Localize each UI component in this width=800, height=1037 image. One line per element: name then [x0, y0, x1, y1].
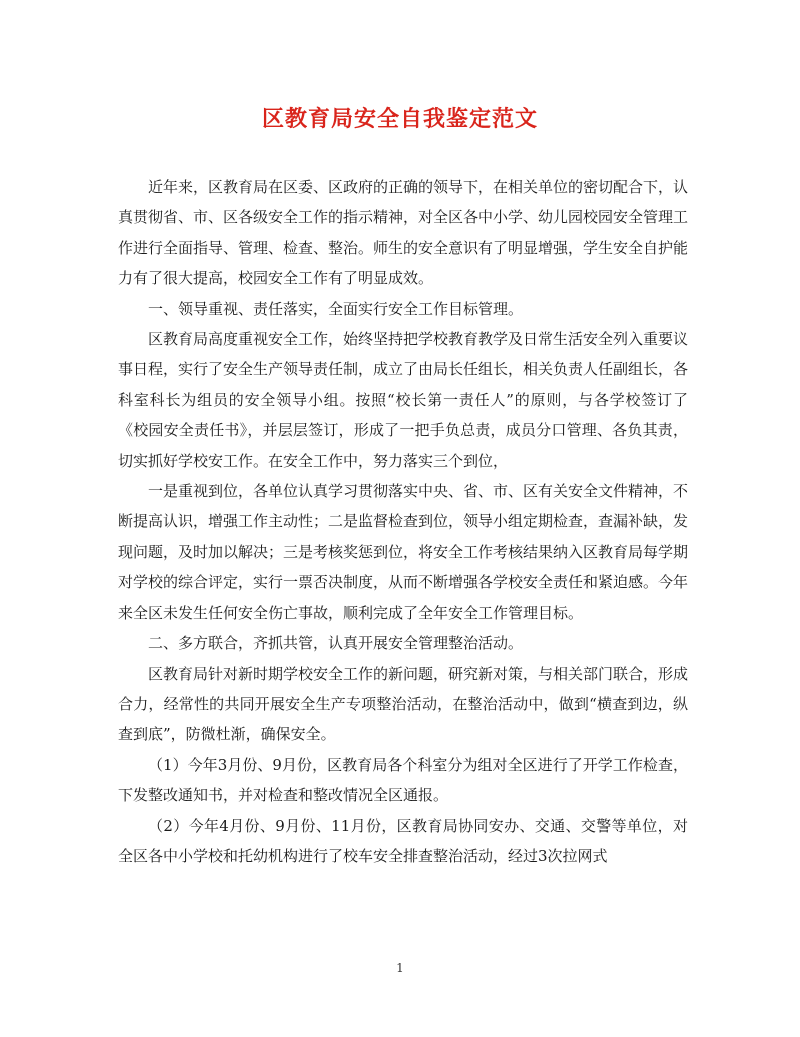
- paragraph-three-in-place: 一是重视到位，各单位认真学习贯彻落实中央、省、市、区有关安全文件精神，不断提高认识，增强工作主动性；二是监督检查到位，领导小组定期检查，查漏补缺，发现问题，及时加以解决；三是考核奖惩到位，将安全工作考核结果纳入区教育局每学期对学校的综合评定，实行一票否决制度，从而不断增强各学校安全责任和紧迫感。今年来全区未发生任何安全伤亡事故，顺利完成了全年安全工作管理目标。: [118, 482, 689, 622]
- heading-section-1: 一、领导重视、责任落实，全面实行安全工作目标管理。: [148, 299, 524, 318]
- list-item-2: （2）今年4月份、9月份、11月份，区教育局协同安办、交通、交警等单位，对全区各中小学校和托幼机构进行了校车安全排查整治活动，经过3次拉网式: [118, 816, 688, 865]
- list-item-1: （1）今年3月份、9月份，区教育局各个科室分为组对全区进行了开学工作检查，下发整改通知书，并对检查和整改情况全区通报。: [118, 755, 688, 805]
- paragraph-leadership: 区教育局高度重视安全工作，始终坚持把学校教育教学及日常生活安全列入重要议事日程，实行了安全生产领导责任制，成立了由局长任组长，相关负责人任副组长，各科室科长为组员的安全领导小组。按照“校长第一责任人”的原则，与各学校签订了《校园安全责任书》，并层层签订，形成了一把手负总责，成员分口管理、各负其责，切实抓好学校安工作。在安全工作中，努力落实三个到位，: [118, 330, 689, 470]
- heading-section-2: 二、多方联合，齐抓共管，认真开展安全管理整治活动。: [148, 634, 524, 653]
- paragraph-intro: 近年来，区教育局在区委、区政府的正确的领导下，在相关单位的密切配合下，认真贯彻省、市、区各级安全工作的指示精神，对全区各中小学、幼儿园校园安全管理工作进行全面指导、管理、检查、整治。师生的安全意识有了明显增强，学生安全自护能力有了很大提高，校园安全工作有了明显成效。: [118, 178, 689, 288]
- paragraph-joint-action: 区教育局针对新时期学校安全工作的新问题，研究新对策，与相关部门联合，形成合力，经常性的共同开展安全生产专项整治活动，在整治活动中，做到“横查到边，纵查到底”，防微杜渐，确保安全。: [118, 664, 689, 744]
- page-number: 1: [396, 961, 404, 975]
- document-body: [118, 172, 688, 871]
- document-title: 区教育局安全自我鉴定范文: [261, 106, 538, 132]
